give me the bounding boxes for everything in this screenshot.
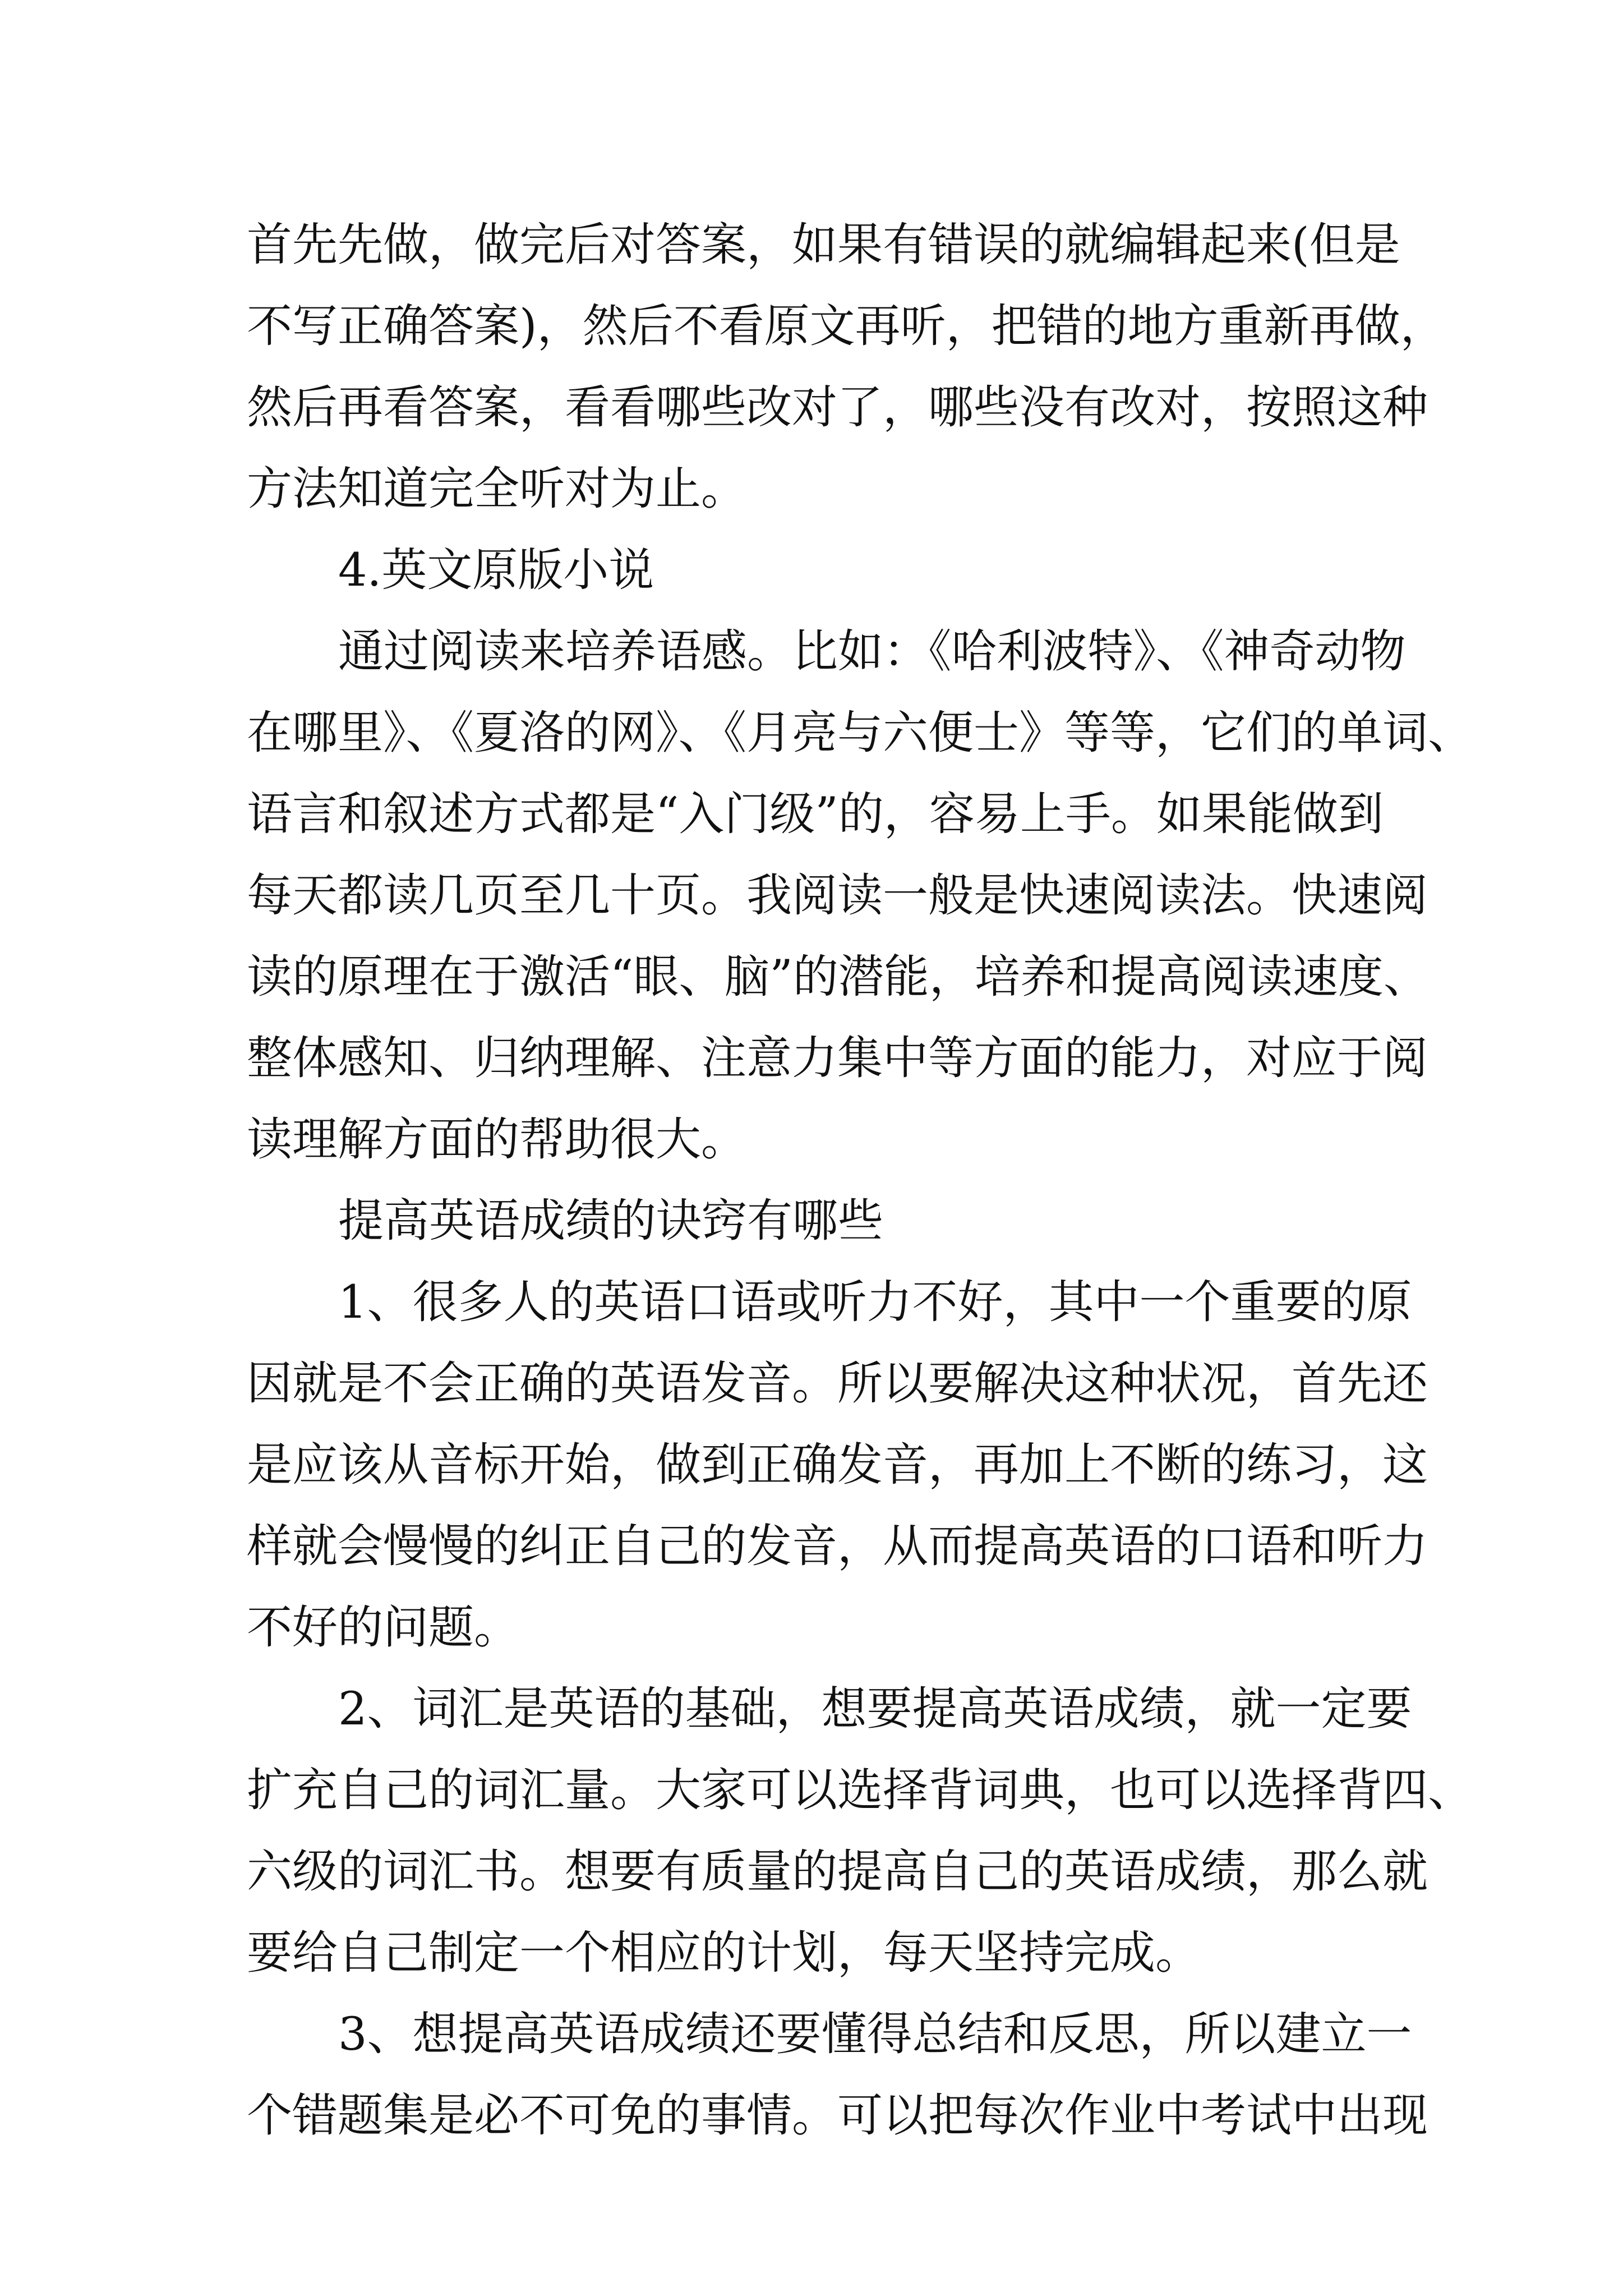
text-line: 个错题集是必不可免的事情。可以把每次作业中考试中出现 (247, 2090, 1428, 2142)
text-line: 提高英语成绩的诀窍有哪些 (338, 1195, 884, 1248)
text-line: 整体感知、归纳理解、注意力集中等方面的能力，对应于阅 (247, 1032, 1428, 1085)
text-line: 2、词汇是英语的基础，想要提高英语成绩，就一定要 (338, 1683, 1412, 1736)
text-line: 读理解方面的帮助很大。 (247, 1114, 747, 1166)
text-line: 不写正确答案)，然后不看原文再听，把错的地方重新再做， (247, 300, 1446, 353)
text-line: 六级的词汇书。想要有质量的提高自己的英语成绩，那么就 (247, 1846, 1428, 1898)
text-line: 扩充自己的词汇量。大家可以选择背词典，也可以选择背四、 (247, 1764, 1474, 1817)
text-line: 因就是不会正确的英语发音。所以要解决这种状况，首先还 (247, 1358, 1428, 1410)
text-line: 样就会慢慢的纠正自己的发音，从而提高英语的口语和听力 (247, 1520, 1428, 1573)
text-line: 1、很多人的英语口语或听力不好，其中一个重要的原 (338, 1276, 1412, 1329)
text-line: 3、想提高英语成绩还要懂得总结和反思，所以建立一 (338, 2008, 1412, 2061)
text-line: 4.英文原版小说 (338, 544, 654, 597)
text-line: 语言和叙述方式都是“入门级”的，容易上手。如果能做到 (247, 788, 1384, 841)
text-line: 不好的问题。 (247, 1602, 520, 1654)
text-line: 通过阅读来培养语感。比如：《哈利波特》、《神奇动物 (338, 625, 1406, 678)
document-body (247, 205, 1474, 2157)
text-line: 方法知道完全听对为止。 (247, 463, 747, 516)
text-line: 是应该从音标开始，做到正确发音，再加上不断的练习，这 (247, 1439, 1428, 1492)
text-line: 然后再看答案，看看哪些改对了，哪些没有改对，按照这种 (247, 381, 1428, 434)
text-line: 要给自己制定一个相应的计划，每天坚持完成。 (247, 1927, 1201, 1980)
text-line: 每天都读几页至几十页。我阅读一般是快速阅读法。快速阅 (247, 869, 1428, 922)
text-line: 读的原理在于激活“眼、脑”的潜能，培养和提高阅读速度、 (247, 951, 1429, 1004)
text-line: 首先先做，做完后对答案，如果有错误的就编辑起来(但是 (247, 219, 1400, 272)
text-line: 在哪里》、《夏洛的网》、《月亮与六便士》等等，它们的单词、 (247, 707, 1474, 760)
